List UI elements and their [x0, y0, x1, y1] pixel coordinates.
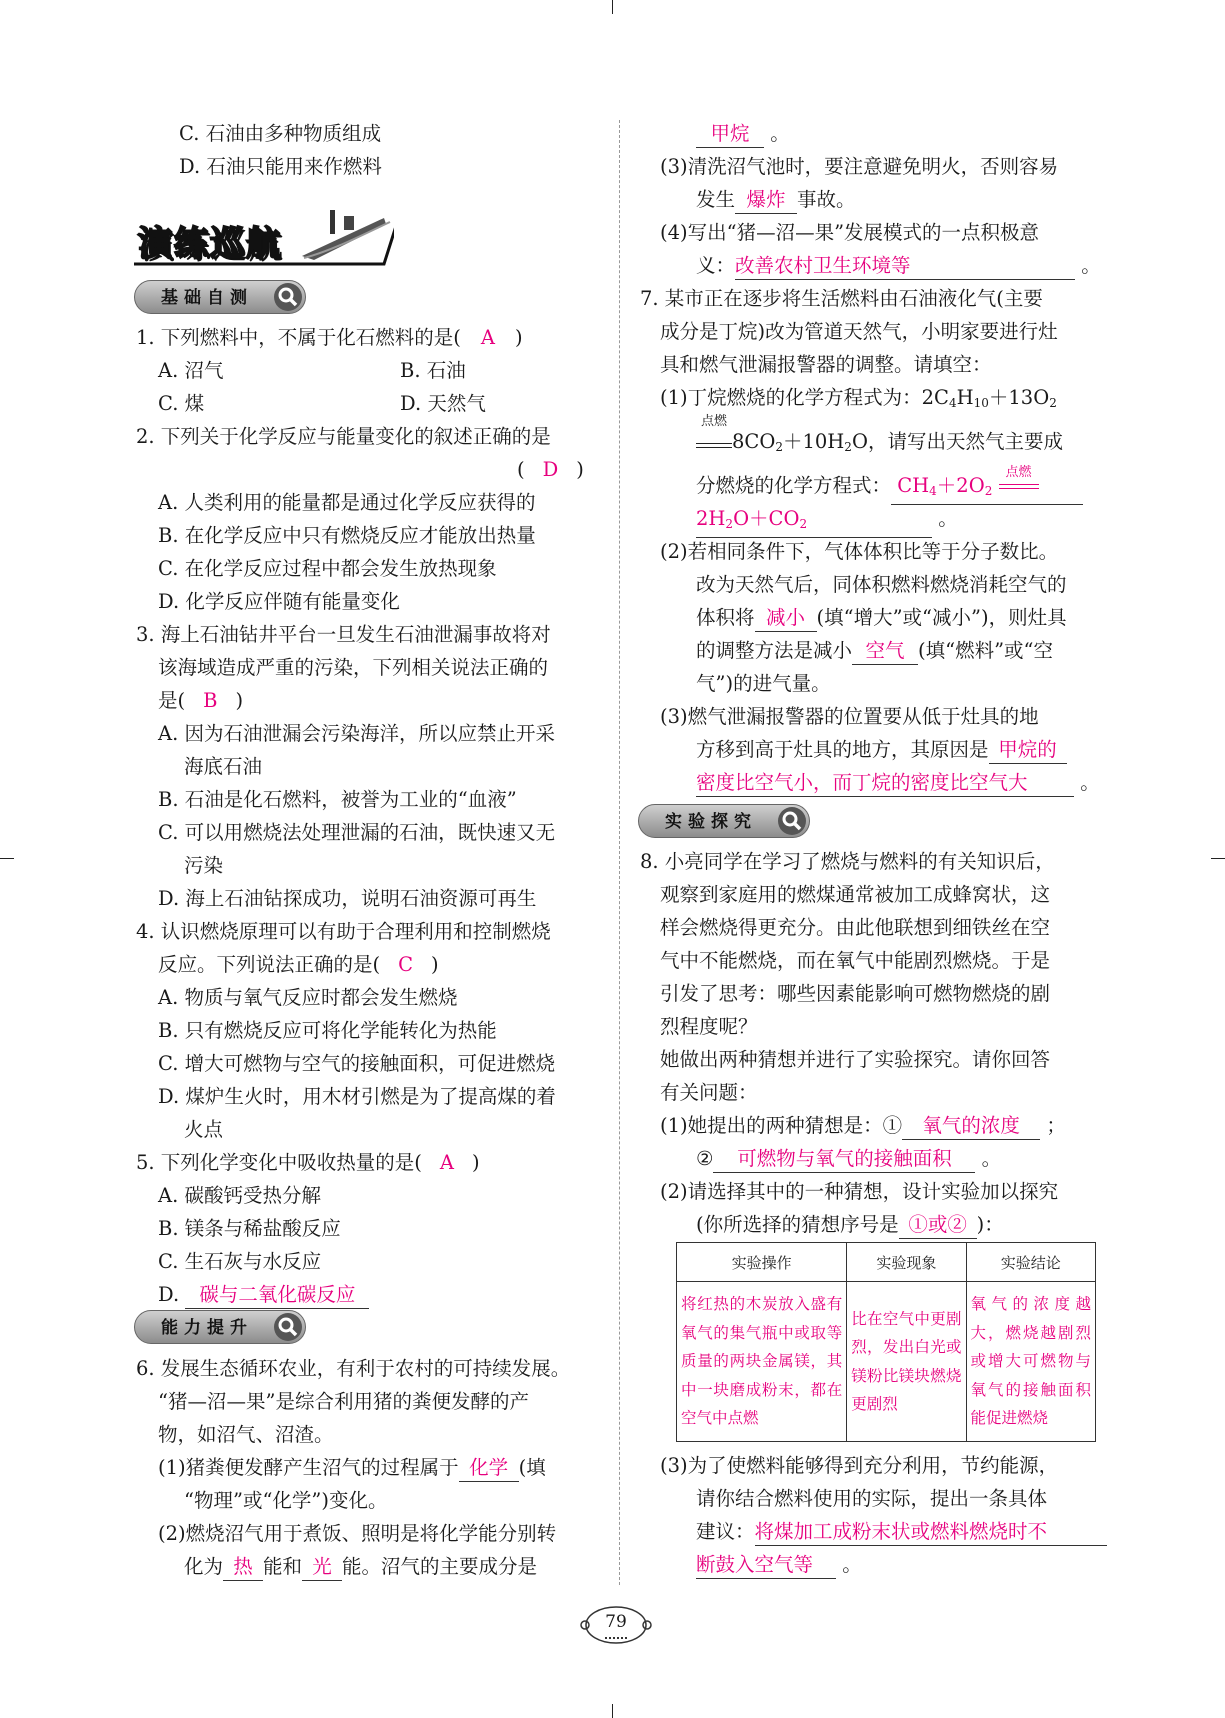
q3-option-b: B. 石油是化石燃料，被誉为工业的“血液”: [158, 788, 517, 811]
answer-8-1b: 可燃物与氧气的接触面积: [713, 1146, 975, 1173]
q4-option-b: B. 只有燃烧反应可将化学能转化为热能: [158, 1019, 497, 1042]
crop-mark: [612, 1704, 613, 1718]
question-7-line-3: 具和燃气泄漏报警器的调整。请填空：: [660, 353, 992, 376]
q7-sub-2-line-2: 改为天然气后，同体积燃料燃烧消耗空气的: [696, 573, 1067, 596]
q7-sub-1-line-4: $2H_2O+CO_2$ 。: [696, 505, 958, 535]
question-3-line-1: 3. 海上石油钻井平台一旦发生石油泄漏事故将对: [136, 623, 551, 646]
answer-7-1a: $CH_4+2O_2$ 点燃: [891, 473, 1083, 505]
answer-7-3b: 密度比空气小，而丁烷的密度比空气大: [696, 770, 1074, 797]
question-5: 5. 下列化学变化中吸收热量的是( A ): [136, 1151, 480, 1174]
experiment-table: [676, 1242, 1096, 1442]
answer-5d: 碳与二氧化碳反应: [185, 1282, 369, 1309]
question-4-line-2: 反应。下列说法正确的是( C ): [158, 953, 439, 976]
q1-option-b: B. 石油: [400, 359, 466, 382]
q6-sub-4-line-2: 义：改善农村卫生环境等 。: [696, 252, 1101, 282]
q3-option-c-line-1: C. 可以用燃烧法处理泄漏的石油，既快速又无: [158, 821, 556, 844]
q5-option-c: C. 生石灰与水反应: [158, 1250, 322, 1273]
q7-sub-3-line-1: (3)燃气泄漏报警器的位置要从低于灶具的地: [660, 705, 1039, 728]
q7-sub-1-line-1: (1)丁烷燃烧的化学方程式为：$2C_4H_{10}+13O_2$: [660, 386, 1057, 410]
q7-sub-2-line-3: 体积将 减小 (填“增大”或“减小”)，则灶具: [696, 604, 1067, 634]
prev-option-c: C. 石油由多种物质组成: [179, 122, 382, 145]
column-divider: [619, 120, 620, 1585]
question-7-line-1: 7. 某市正在逐步将生活燃料由石油液化气(主要: [640, 287, 1043, 310]
q2-option-c: C. 在化学反应过程中都会发生放热现象: [158, 557, 497, 580]
answer-4: C: [398, 953, 414, 976]
q7-sub-3-line-2: 方移到高于灶具的地方，其原因是 甲烷的: [696, 736, 1067, 766]
q6-sub-1: (1)猪粪便发酵产生沼气的过程属于 化学 (填: [158, 1454, 546, 1484]
question-8-line-3: 样会燃烧得更充分。由此他联想到细铁丝在空: [660, 916, 1051, 939]
q7-sub-2-line-4: 的调整方法是减小 空气 (填“燃料”或“空: [696, 637, 1053, 667]
q5-option-b: B. 镁条与稀盐酸反应: [158, 1217, 341, 1240]
table-cell-conclusion: 氧气的浓度越大，燃烧越剧烈或增大可燃物与氧气的接触面积能促进燃烧: [966, 1282, 1095, 1442]
q7-sub-3-line-3: 密度比空气小，而丁烷的密度比空气大 。: [696, 769, 1100, 799]
q1-option-c: C. 煤: [158, 392, 205, 415]
magnifier-icon: [777, 806, 807, 836]
question-6-line-1: 6. 发展生态循环农业，有利于农村的可持续发展。: [136, 1357, 571, 1380]
answer-3: B: [203, 689, 218, 712]
q8-sub-3-line-3: 建议：将煤加工成粉末状或燃料燃烧时不: [696, 1518, 1107, 1548]
question-4-line-1: 4. 认识燃烧原理可以有助于合理利用和控制燃烧: [136, 920, 551, 943]
q7-sub-2-line-1: (2)若相同条件下，气体体积比等于分子数比。: [660, 540, 1059, 563]
question-3-line-3: 是( B ): [158, 689, 244, 712]
table-cell-phenomenon: 比在空气中更剧烈，发出白光或镁粉比镁块燃烧更剧烈: [847, 1282, 966, 1442]
section-header-basic: 基础自测: [134, 280, 306, 314]
crop-mark: [0, 858, 14, 859]
section-header-experiment: 实验探究: [638, 804, 810, 838]
q8-sub-2-line-1: (2)请选择其中的一种猜想，设计实验加以探究: [660, 1180, 1059, 1203]
q3-option-a-line-1: A. 因为石油泄漏会污染海洋，所以应禁止开采: [158, 722, 555, 745]
q1-option-d: D. 天然气: [400, 392, 486, 415]
answer-7-2a: 减小: [755, 605, 817, 632]
q2-answer-bracket: ( D ): [517, 458, 584, 481]
q6-sub-1-line-2: “物理”或“化学”)变化。: [184, 1489, 388, 1512]
question-3-line-2: 该海域造成严重的污染，下列相关说法正确的: [158, 656, 549, 679]
q2-option-d: D. 化学反应伴随有能量变化: [158, 590, 400, 613]
q8-sub-3-line-2: 请你结合燃料使用的实际，提出一条具体: [696, 1487, 1048, 1510]
q4-option-d-line-2: 火点: [184, 1118, 224, 1141]
question-7-line-2: 成分是丁烷)改为管道天然气，小明家要进行灶: [660, 320, 1058, 343]
question-2: 2. 下列关于化学反应与能量变化的叙述正确的是: [136, 425, 551, 448]
q4-option-d-line-1: D. 煤炉生火时，用木材引燃是为了提高煤的着: [158, 1085, 556, 1108]
question-8-line-5: 引发了思考：哪些因素能影响可燃物燃烧的剧: [660, 982, 1051, 1005]
question-1: 1. 下列燃料中，不属于化石燃料的是( A ): [136, 326, 523, 349]
banner-title: 演练巡航: [138, 224, 282, 264]
q6-sub-3-line-1: (3)清洗沼气池时，要注意避免明火，否则容易: [660, 155, 1059, 178]
q5-option-a: A. 碳酸钙受热分解: [158, 1184, 321, 1207]
crop-mark: [1211, 858, 1225, 859]
page-number-badge: [577, 1603, 655, 1647]
answer-7-1b: $2H_2O+CO_2$: [696, 506, 932, 538]
answer-5: A: [439, 1151, 455, 1174]
q3-option-d: D. 海上石油钻探成功，说明石油资源可再生: [158, 887, 537, 910]
q7-sub-1-line-2: 点燃 $8CO_2+10H_2O$，请写出天然气主要成: [696, 428, 1063, 458]
q6-sub-3-line-2: 发生 爆炸 事故。: [696, 186, 856, 216]
question-8-line-8: 有关问题：: [660, 1081, 758, 1104]
magnifier-icon: [273, 1312, 303, 1342]
q8-sub-3-line-4: 断鼓入空气等 。: [696, 1551, 862, 1581]
q3-option-a-line-2: 海底石油: [184, 755, 263, 778]
practice-banner: [134, 206, 394, 268]
answer-6-2a: 热: [223, 1554, 263, 1581]
q4-option-c: C. 增大可燃物与空气的接触面积，可促进燃烧: [158, 1052, 556, 1075]
answer-6-3: 爆炸: [735, 187, 797, 214]
q6-sub-2-line-2: 化为 热 能和 光 能。沼气的主要成分是: [184, 1553, 537, 1583]
table-header: 实验现象: [847, 1243, 966, 1282]
answer-6-4: 改善农村卫生环境等: [735, 253, 1075, 280]
q5-option-d: D. 碳与二氧化碳反应: [158, 1281, 369, 1311]
q1-option-a: A. 沼气: [158, 359, 224, 382]
q2-option-a: A. 人类利用的能量都是通过化学反应获得的: [158, 491, 536, 514]
answer-6-2c: 甲烷: [696, 121, 764, 148]
question-8-line-7: 她做出两种猜想并进行了实验探究。请你回答: [660, 1048, 1051, 1071]
question-6-line-2: “猪—沼—果”是综合利用猪的粪便发酵的产: [158, 1390, 529, 1413]
answer-7-2b: 空气: [852, 638, 918, 665]
q8-sub-1-line-1: (1)她提出的两种猜想是：① 氧气的浓度 ；: [660, 1112, 1066, 1142]
answer-8-3a: 将煤加工成粉末状或燃料燃烧时不: [755, 1519, 1107, 1546]
q4-option-a: A. 物质与氧气反应时都会发生燃烧: [158, 986, 458, 1009]
q6-methane-answer: 甲烷 。: [696, 120, 790, 150]
prev-option-d: D. 石油只能用来作燃料: [179, 155, 382, 178]
q2-option-b: B. 在化学反应中只有燃烧反应才能放出热量: [158, 524, 536, 547]
question-8-line-6: 烈程度呢？: [660, 1015, 758, 1038]
question-8-line-1: 8. 小亮同学在学习了燃烧与燃料的有关知识后，: [640, 850, 1055, 873]
q8-sub-2-line-2: (你所选择的猜想序号是 ①或② )：: [696, 1211, 1004, 1241]
table-cell-operation: 将红热的木炭放入盛有氧气的集气瓶中或取等质量的两块金属镁，其中一块磨成粉末，都在空气中点燃: [677, 1282, 847, 1442]
answer-6-1: 化学: [459, 1455, 519, 1482]
q3-option-c-line-2: 污染: [184, 854, 224, 877]
q7-sub-1-line-3: 分燃烧的化学方程式： $CH_4+2O_2$ 点燃: [696, 472, 1083, 502]
table-header: 实验结论: [966, 1243, 1095, 1282]
answer-8-3b: 断鼓入空气等: [696, 1552, 836, 1579]
answer-7-3a: 甲烷的: [989, 737, 1067, 764]
q8-sub-3-line-1: (3)为了使燃料能够得到充分利用，节约能源，: [660, 1454, 1059, 1477]
q6-sub-2-line-1: (2)燃烧沼气用于煮饭、照明是将化学能分别转: [158, 1522, 557, 1545]
question-8-line-2: 观察到家庭用的燃煤通常被加工成蜂窝状，这: [660, 883, 1051, 906]
magnifier-icon: [273, 282, 303, 312]
section-header-ability: 能力提升: [134, 1310, 306, 1344]
crop-mark: [612, 0, 613, 14]
question-8-line-4: 气中不能燃烧，而在氧气中能剧烈燃烧。于是: [660, 949, 1051, 972]
page-number: 79: [605, 1612, 627, 1632]
q8-sub-1-line-2: ② 可燃物与氧气的接触面积 。: [696, 1145, 1001, 1175]
q6-sub-4-line-1: (4)写出“猪—沼—果”发展模式的一点积极意: [660, 221, 1040, 244]
answer-2: D: [542, 458, 559, 481]
answer-8-2: ①或②: [899, 1212, 977, 1239]
table-header: 实验操作: [677, 1243, 847, 1282]
answer-6-2b: 光: [302, 1554, 342, 1581]
question-6-line-3: 物，如沼气、沼渣。: [158, 1423, 334, 1446]
answer-8-1a: 氧气的浓度: [902, 1113, 1040, 1140]
q7-sub-2-line-5: 气”)的进气量。: [696, 672, 831, 695]
answer-1: A: [480, 326, 496, 349]
